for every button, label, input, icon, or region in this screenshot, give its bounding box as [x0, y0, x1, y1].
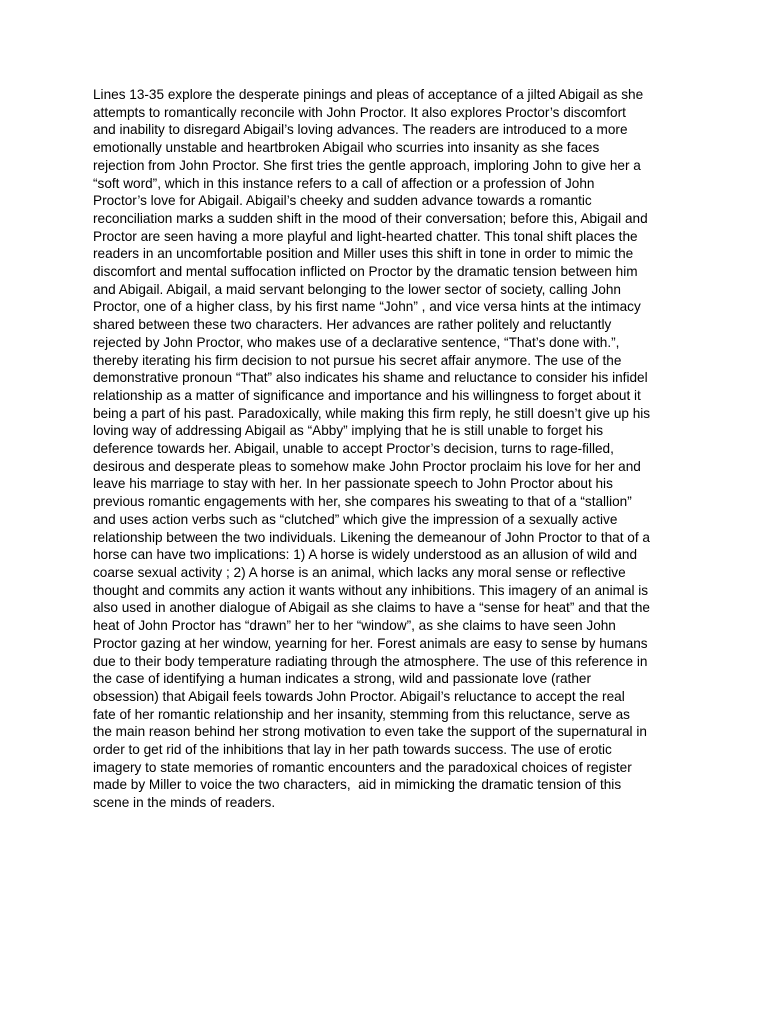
paragraph-line: Proctor are seen having a more playful and light-hearted chatter. This tonal shift places the: [93, 228, 638, 244]
paragraph-line: imagery to state memories of romantic encounters and the paradoxical choices of register: [93, 759, 632, 775]
paragraph-line: scene in the minds of readers.: [93, 795, 276, 811]
paragraph-line: the main reason behind her strong motivation to even take the support of the supernatural in: [93, 724, 647, 740]
paragraph-line: also used in another dialogue of Abigail as she claims to have a “sense for heat” and that the: [93, 600, 650, 616]
paragraph-line: shared between these two characters. Her advances are rather politely and reluctantly: [93, 317, 612, 333]
paragraph-line: the case of identifying a human indicates a strong, wild and passionate love (rather: [93, 671, 591, 687]
paragraph-line: deference towards her. Abigail, unable to accept Proctor’s decision, turns to rage-filled,: [93, 441, 614, 457]
paragraph-line: loving way of addressing Abigail as “Abby” implying that he is still unable to forget his: [93, 423, 604, 439]
paragraph-line: reconciliation marks a sudden shift in the mood of their conversation; before this, Abigail and: [93, 210, 648, 226]
paragraph-line: heat of John Proctor has “drawn” her to her “window”, as she claims to have seen John: [93, 618, 616, 634]
paragraph-line: and Abigail. Abigail, a maid servant belonging to the lower sector of society, calling John: [93, 281, 621, 297]
paragraph-line: made by Miller to voice the two characters, aid in mimicking the dramatic tension of this: [93, 777, 622, 793]
paragraph-line: and uses action verbs such as “clutched” which give the impression of a sexually active: [93, 511, 618, 527]
paragraph-line: Lines 13-35 explore the desperate pinings and pleas of acceptance of a jilted Abigail as she: [93, 87, 644, 102]
paragraph-line: horse can have two implications: 1) A horse is widely understood as an allusion of wild and: [93, 547, 638, 563]
essay-paragraph: [93, 86, 677, 812]
paragraph-line: being a part of his past. Paradoxically, while making this firm reply, he still doesn’t give up his: [93, 405, 651, 421]
paragraph-line: desirous and desperate pleas to somehow make John Proctor proclaim his love for her and: [93, 458, 641, 474]
paragraph-line: obsession) that Abigail feels towards John Proctor. Abigail’s reluctance to accept the real: [93, 688, 625, 704]
paragraph-line: attempts to romantically reconcile with John Proctor. It also explores Proctor’s discomfort: [93, 104, 626, 120]
paragraph-line: order to get rid of the inhibitions that lay in her path towards success. The use of erotic: [93, 742, 612, 758]
paragraph-line: discomfort and mental suffocation inflicted on Proctor by the dramatic tension between him: [93, 264, 638, 280]
paragraph-line: Proctor’s love for Abigail. Abigail’s cheeky and sudden advance towards a romantic: [93, 193, 592, 209]
paragraph-line: “soft word”, which in this instance refers to a call of affection or a profession of John: [93, 175, 595, 191]
paragraph-line: and inability to disregard Abigail’s loving advances. The readers are introduced to a more: [93, 122, 628, 138]
paragraph-line: demonstrative pronoun “That” also indicates his shame and reluctance to consider his infidel: [93, 370, 648, 386]
paragraph-line: relationship as a matter of significance and importance and his willingness to forget about it: [93, 387, 641, 403]
paragraph-line: coarse sexual activity ; 2) A horse is an animal, which lacks any moral sense or reflective: [93, 564, 626, 580]
paragraph-line: due to their body temperature radiating through the atmosphere. The use of this reference in: [93, 653, 648, 669]
paragraph-line: Proctor, one of a higher class, by his first name “John” , and vice versa hints at the intimacy: [93, 299, 641, 315]
paragraph-line: readers in an uncomfortable position and Miller uses this shift in tone in order to mimic the: [93, 246, 634, 262]
paragraph-line: relationship between the two individuals. Likening the demeanour of John Proctor to that of a: [93, 529, 650, 545]
paragraph-line: fate of her romantic relationship and her insanity, stemming from this reluctance, serve as: [93, 706, 630, 722]
paragraph-line: rejected by John Proctor, who makes use of a declarative sentence, “That’s done with.”,: [93, 334, 620, 350]
paragraph-line: leave his marriage to stay with her. In her passionate speech to John Proctor about his: [93, 476, 613, 492]
paragraph-line: Proctor gazing at her window, yearning for her. Forest animals are easy to sense by humans: [93, 635, 648, 651]
paragraph-line: thought and commits any action it wants without any inhibitions. This imagery of an animal is: [93, 582, 649, 598]
paragraph-line: thereby iterating his firm decision to not pursue his secret affair anymore. The use of the: [93, 352, 622, 368]
paragraph-line: emotionally unstable and heartbroken Abigail who scurries into insanity as she faces: [93, 140, 600, 156]
paragraph-line: rejection from John Proctor. She first tries the gentle approach, imploring John to give her a: [93, 157, 641, 173]
paragraph-line: previous romantic engagements with her, she compares his sweating to that of a “stallion”: [93, 494, 632, 510]
